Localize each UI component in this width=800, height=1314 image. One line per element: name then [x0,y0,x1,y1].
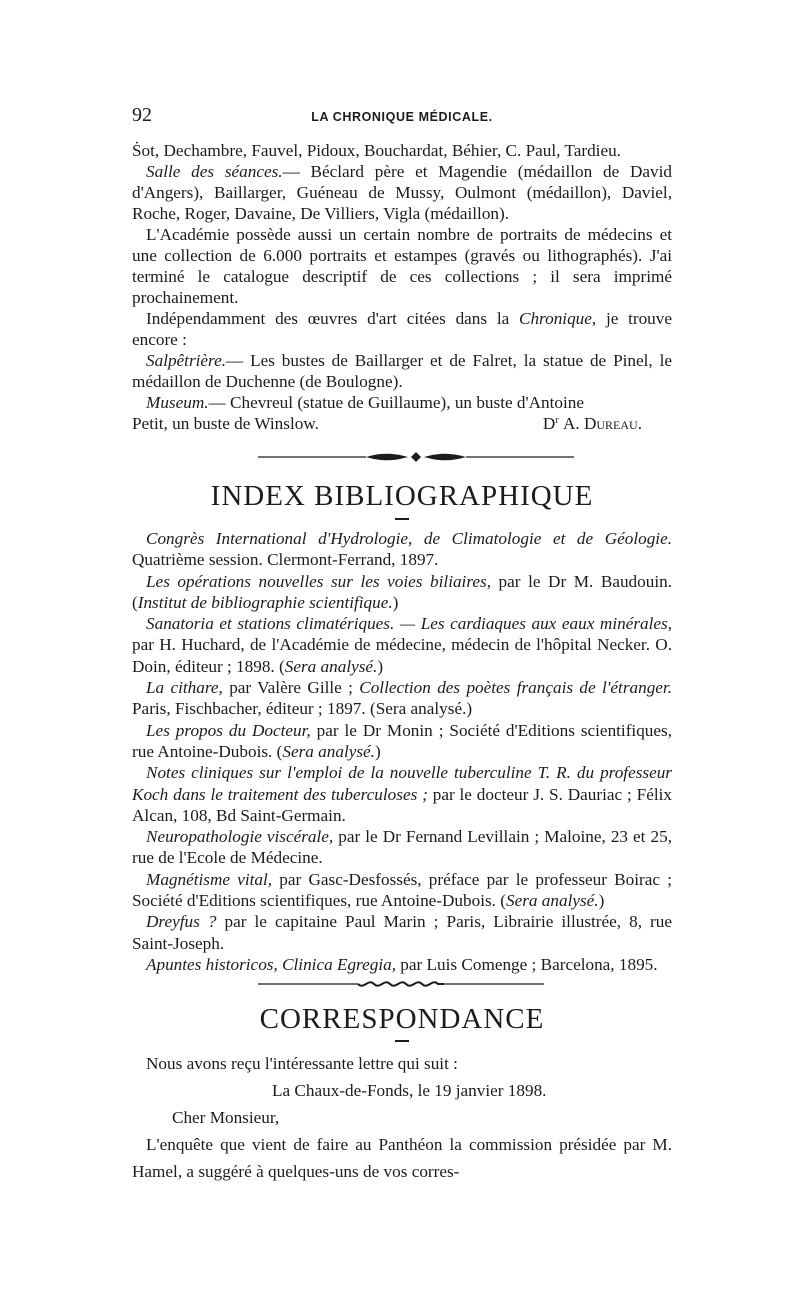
entry-title: Magnétisme vital, [146,869,273,889]
index-entry [132,826,672,869]
index-entries [132,528,672,975]
label-salpetriere: Salpêtrière. [146,351,227,370]
page-number: 92 [132,104,152,126]
entry-title: Neuropathologie viscérale, [146,827,334,847]
entry-title: Notes cliniques sur l'emploi de la nouvelle tuberculine T. R. du professeur Koch dans le traitement des tuberculoses ; [132,763,672,804]
text-salle-des-seances: — Béclard père et Magendie (médaillon de David d'Angers), Baillarger, Guéneau de Mussy, Oulmont (médaillon), Daviel, Roche, Roger, Davaine, De Villiers, Vigla (médaillon). [132,162,672,223]
signature-title: D [542,414,556,433]
index-entry [132,677,672,720]
index-entry [132,869,672,912]
correspondance-title: CORRESPONDANCE [259,1003,545,1035]
entry-text-end: ) [392,592,399,612]
correspondance-intro: Nous avons reçu l'intéressante lettre qui suit : [146,1054,458,1073]
index-entry [132,571,672,614]
entry-text: par le Dr Monin ; Société d'Editions scientifiques, rue Antoine-Dubois. ( [132,720,673,761]
entry-title: La cithare, [146,678,223,698]
section-divider-flourish [258,976,544,992]
paragraph-continued: Ṡot, Dechambre, Fauvel, Pidoux, Bouchardat, Béhier, C. Paul, Tardieu. [132,141,621,160]
label-salle-des-seances: Salle des séances. [146,162,283,181]
entry-text: par Gasc-Desfossés, préface par le professeur Boirac ; Société d'Editions scientifiques, rue Antoine-Dubois. ( [132,869,672,911]
index-entry [132,911,672,954]
entry-title: Congrès International d'Hydrologie, de Climatologie et de Géologie. [146,529,672,548]
label-chronique: Chronique [519,309,592,328]
entry-title: Les opérations nouvelles sur les voies biliaires, [146,571,491,591]
text-museum-end: Petit, un buste de Winslow. [132,414,319,433]
signature [543,413,642,434]
paragraph-independamment [132,308,672,350]
title-underline-rule [395,518,409,520]
correspondance-body [132,1050,672,1185]
entry-note: Sera analysé. [282,741,375,761]
paragraph-salle-des-seances [132,161,672,224]
entry-note: Sera analysé. [506,891,599,911]
entry-text: par Luis Comenge ; Barcelona, 1895. [396,954,658,974]
label-museum: Museum. [146,393,209,412]
index-entry [132,528,672,571]
index-entry [132,954,672,975]
letter-salutation: Cher Monsieur, [172,1108,280,1127]
paragraph-salpetriere [132,350,672,392]
text-je-trouve: , je trouve encore : [132,309,673,349]
page-header [132,104,672,128]
signature-title-sup: r [555,415,559,426]
index-entry [132,720,672,763]
entry-note: Collection des poètes français de l'étranger. [359,678,672,698]
entry-title: Apuntes historicos, Clinica Egregia, [146,954,396,974]
index-entry [132,613,672,677]
entry-text: par le Dr Fernand Levillain ; Maloine, 23 et 25, rue de l'Ecole de Médecine. [132,827,672,868]
text-independamment: Indépendamment des œuvres d'art citées dans la [146,309,510,328]
entry-text: par le capitaine Paul Marin ; Paris, Librairie illustrée, 8, rue Saint-Joseph. [132,912,673,953]
section-divider-ornament [258,448,574,466]
entry-text: par H. Huchard, de l'Académie de médecine, médecin de l'hôpital Necker. O. Doin, éditeur ; 1898. ( [132,635,672,676]
entry-note: Sera analysé. [284,656,378,676]
entry-title: Dreyfus ? [146,912,217,932]
signature-name: A. Dureau. [562,414,642,433]
entry-text: par Valère Gille ; [222,678,360,698]
letter-place-date: La Chaux-de-Fonds, le 19 janvier 1898. [272,1081,547,1100]
entry-title: Sanatoria et stations climatériques. — Les cardiaques aux eaux minérales, [146,614,672,634]
entry-text-end: ) [598,891,605,911]
text-museum: — Chevreul (statue de Guillaume), un buste d'Antoine [208,393,584,412]
paragraph-academie-collection: L'Académie possède aussi un certain nombre de portraits de médecins et une collection de 6.000 portraits et estampes (gravés ou lithographés). J'ai terminé le catalogue descriptif de ces collections ; il sera imprimé prochainement. [132,225,672,307]
entry-text: par le docteur J. S. Dauriac ; Félix Alcan, 108, Bd Saint-Germain. [132,784,672,825]
running-title: LA CHRONIQUE MÉDICALE. [311,110,493,124]
signature-line [132,413,672,434]
index-entry [132,762,672,826]
paragraph-museum [132,392,672,413]
portraits-section [132,140,672,434]
entry-title: Les propos du Docteur, [146,720,311,740]
entry-text: par le Dr M. Baudouin. ( [132,571,672,612]
entry-note: Institut de bibliographie scientifique. [137,592,393,612]
entry-text-end: ) [377,656,384,676]
title-underline-rule [395,1040,409,1042]
letter-body: L'enquête que vient de faire au Panthéon la commission présidée par M. Hamel, a suggéré à quelques-uns de vos corres- [132,1135,672,1181]
entry-text-end: Paris, Fischbacher, éditeur ; 1897. (Sera analysé.) [132,699,473,719]
entry-text: Quatrième session. Clermont-Ferrand, 1897. [132,550,439,570]
entry-text-end: ) [374,741,381,761]
text-salpetriere: — Les bustes de Baillarger et de Falret, la statue de Pinel, le médaillon de Duchenne (de Boulogne). [132,351,672,391]
index-title: INDEX BIBLIOGRAPHIQUE [210,480,594,512]
